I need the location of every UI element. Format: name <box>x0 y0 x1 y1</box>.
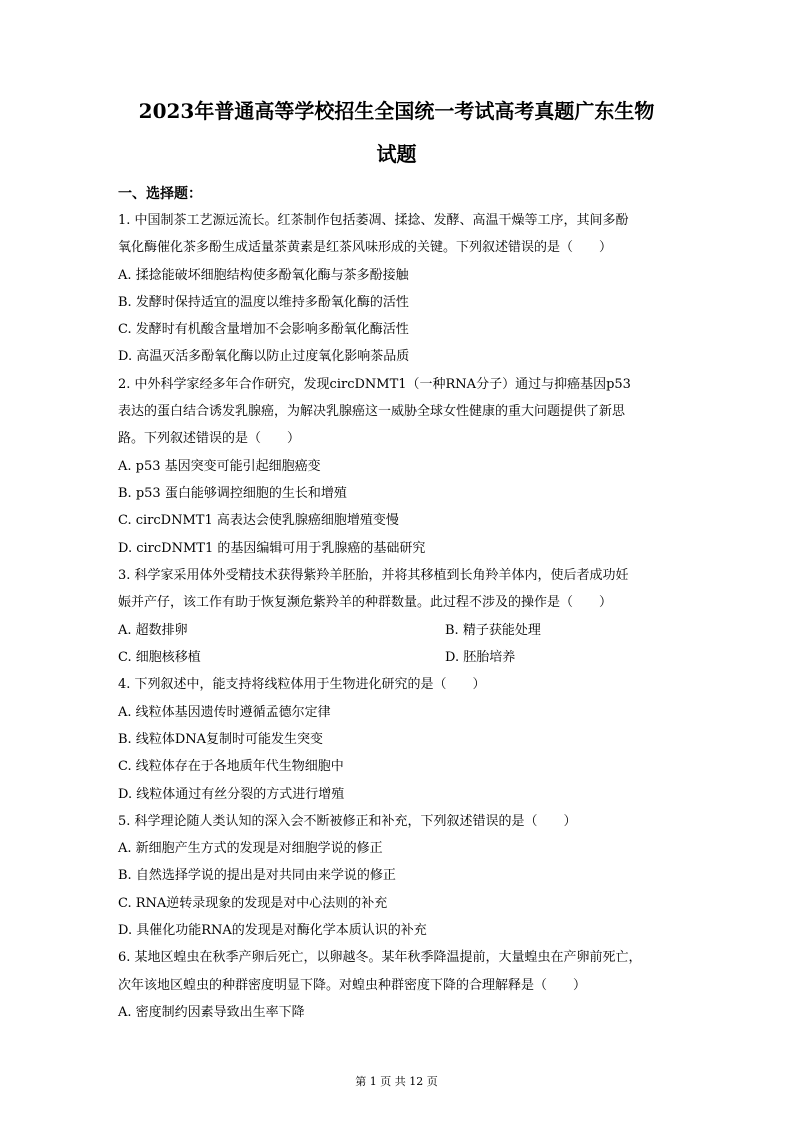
q5-stem-line1: 5. 科学理论随人类认知的深入会不断被修正和补充，下列叙述错误的是（ ） <box>118 814 577 829</box>
q2-option-a: A. p53 基因突变可能引起细胞癌变 <box>118 459 321 474</box>
q5-option-d: D. 具催化功能RNA的发现是对酶化学本质认识的补充 <box>118 923 427 938</box>
q2-option-b: B. p53 蛋白能够调控细胞的生长和增殖 <box>118 486 347 501</box>
q3-option-b: B. 精子获能处理 <box>445 623 541 638</box>
q5-option-a: A. 新细胞产生方式的发现是对细胞学说的修正 <box>118 841 383 856</box>
q4-option-d: D. 线粒体通过有丝分裂的方式进行增殖 <box>118 787 345 802</box>
q1-option-d: D. 高温灭活多酚氧化酶以防止过度氧化影响茶品质 <box>118 349 410 364</box>
q3-option-c: C. 细胞核移植 <box>118 650 201 665</box>
page-footer: 第 1 页 共 12 页 <box>355 1075 438 1088</box>
q1-stem-line1: 1. 中国制茶工艺源远流长。红茶制作包括萎凋、揉捻、发酵、高温干燥等工序，其间多酚 <box>118 213 629 228</box>
q3-option-d: D. 胚胎培养 <box>445 650 516 665</box>
q4-stem-line1: 4. 下列叙述中，能支持将线粒体用于生物进化研究的是（ ） <box>118 677 486 692</box>
q1-option-a: A. 揉捻能破坏细胞结构使多酚氧化酶与茶多酚接触 <box>118 268 409 283</box>
q3-stem-line2: 娠并产仔，该工作有助于恢复濒危紫羚羊的种群数量。此过程不涉及的操作是（ ） <box>118 595 613 610</box>
q1-option-b: B. 发酵时保持适宜的温度以维持多酚氧化酶的活性 <box>118 295 409 310</box>
q5-option-b: B. 自然选择学说的提出是对共同由来学说的修正 <box>118 868 396 883</box>
q2-stem-line2: 表达的蛋白结合诱发乳腺癌，为解决乳腺癌这一威胁全球女性健康的重大问题提供了新思 <box>118 404 626 419</box>
q2-option-c: C. circDNMT1 高表达会使乳腺癌细胞增殖变慢 <box>118 513 399 528</box>
q1-option-c: C. 发酵时有机酸含量增加不会影响多酚氧化酶活性 <box>118 322 409 337</box>
q3-stem-line1: 3. 科学家采用体外受精技术获得紫羚羊胚胎，并将其移植到长角羚羊体内，使后者成功妊 <box>118 568 629 583</box>
q6-stem-line1: 6. 某地区蝗虫在秋季产卵后死亡，以卵越冬。某年秋季降温提前，大量蝗虫在产卵前死亡， <box>118 950 642 965</box>
q2-option-d: D. circDNMT1 的基因编辑可用于乳腺癌的基础研究 <box>118 541 426 556</box>
q6-stem-line2: 次年该地区蝗虫的种群密度明显下降。对蝗虫种群密度下降的合理解释是（ ） <box>118 978 587 993</box>
document-title-line1: 2023年普通高等学校招生全国统一考试高考真题广东生物 <box>138 99 655 123</box>
q4-option-a: A. 线粒体基因遗传时遵循孟德尔定律 <box>118 705 331 720</box>
q5-option-c: C. RNA逆转录现象的发现是对中心法则的补充 <box>118 896 388 911</box>
section-heading: 一、选择题： <box>118 186 202 202</box>
q6-option-a: A. 密度制约因素导致出生率下降 <box>118 1005 305 1020</box>
q1-stem-line2: 氧化酶催化茶多酚生成适量茶黄素是红茶风味形成的关键。下列叙述错误的是（ ） <box>118 240 613 255</box>
document-title-line2: 试题 <box>376 142 417 166</box>
q2-stem-line3: 路。下列叙述错误的是（ ） <box>118 431 301 446</box>
q4-option-b: B. 线粒体DNA复制时可能发生突变 <box>118 732 324 747</box>
q4-option-c: C. 线粒体存在于各地质年代生物细胞中 <box>118 759 344 774</box>
q2-stem-line1: 2. 中外科学家经多年合作研究，发现circDNMT1（一种RNA分子）通过与抑癌基因p53 <box>118 377 631 392</box>
q3-option-a: A. 超数排卵 <box>118 623 188 638</box>
